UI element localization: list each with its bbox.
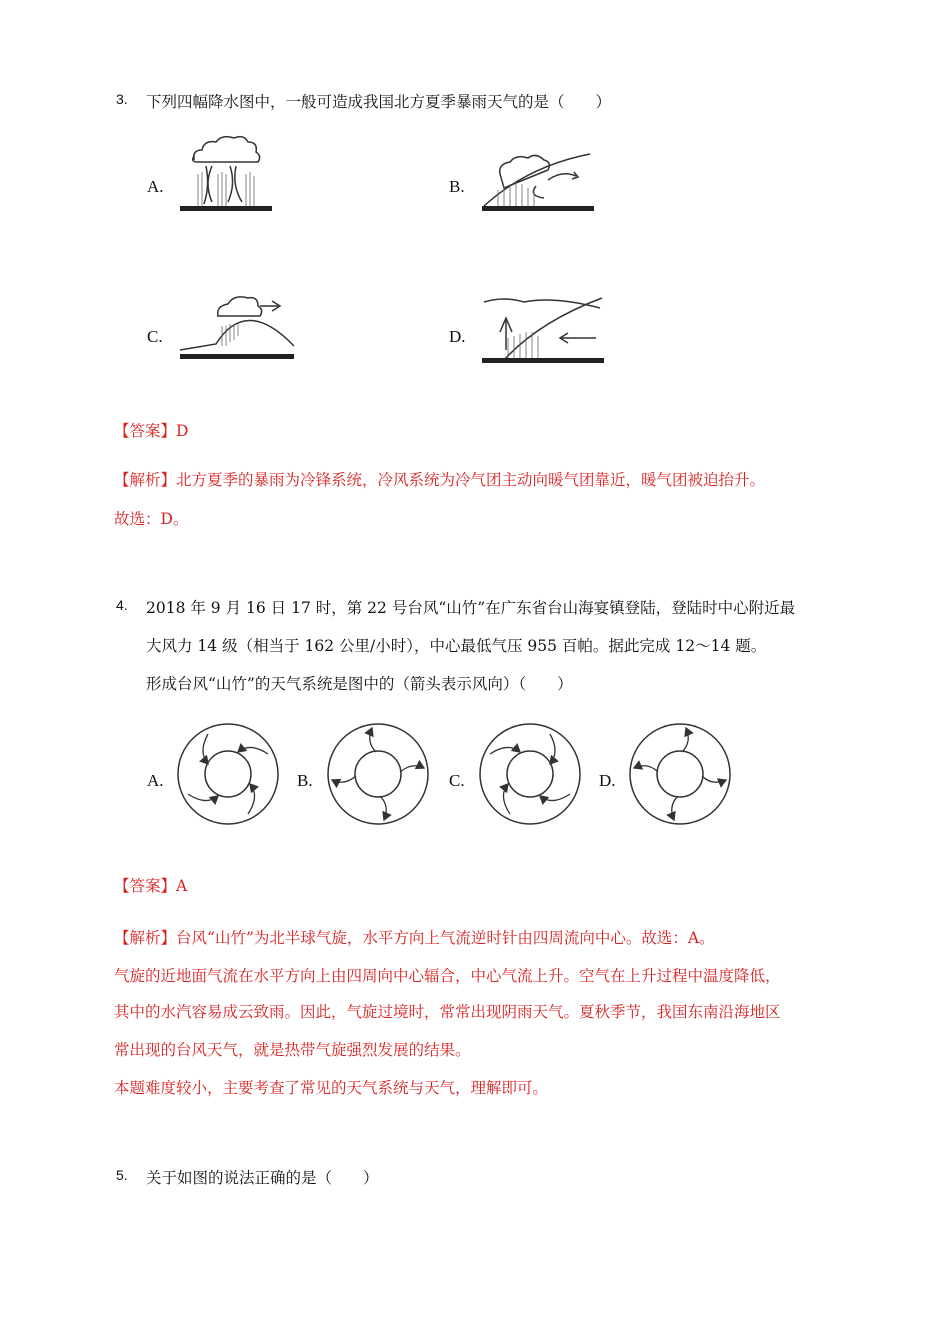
q4-analysis-line: 气旋的近地面气流在水平方向上由四周向中心辐合，中心气流上升。空气在上升过程中温度降低， — [114, 967, 781, 985]
q4-analysis-line: 台风“山竹”为北半球气旋，水平方向上气流逆时针由四周流向中心。故选：A。 — [176, 929, 715, 947]
q4-analysis-line: 常出现的台风天气，就是热带气旋强烈发展的结果。 — [114, 1041, 471, 1059]
q4-answer — [114, 874, 187, 896]
q4-answer-label: 【答案】 — [114, 877, 177, 895]
q4-analysis-line: 其中的水汽容易成云致雨。因此，气旋过境时，常常出现阴雨天气。夏秋季节，我国东南沿海地区 — [114, 1003, 781, 1021]
q5-number: 5. — [116, 1167, 128, 1183]
q4-analysis — [114, 926, 715, 948]
q3-analysis — [114, 468, 765, 490]
q4-option-a-label[interactable]: A. — [147, 771, 164, 790]
q3-analysis-line: 北方夏季的暴雨为冷锋系统，冷风系统为冷气团主动向暖气团靠近，暖气团被迫抬升。 — [176, 471, 766, 489]
q4-option-b-label[interactable]: B. — [297, 771, 313, 790]
q3-answer — [114, 419, 188, 441]
q4-figure-d-ring — [628, 722, 732, 826]
q4-stem-line: 大风力 14 级（相当于 162 公里/小时），中心最低气压 955 百帕。据此完成 12～14 题。 — [146, 637, 767, 655]
q4-stem-line: 2018 年 9 月 16 日 17 时，第 22 号台风“山竹”在广东省台山海宴镇登陆，登陆时中心附近最 — [146, 599, 796, 617]
q4-answer-value: A — [176, 877, 188, 895]
q4-option-c-label[interactable]: C. — [449, 771, 465, 790]
q4-figure-b-ring — [326, 722, 430, 826]
q3-answer-value: D — [176, 422, 189, 440]
q3-number: 3. — [116, 91, 128, 107]
q5-stem: 关于如图的说法正确的是（ ） — [146, 1169, 379, 1187]
q4-analysis-label: 【解析】 — [114, 929, 177, 947]
q3-option-a-label[interactable]: A. — [147, 177, 164, 196]
q3-option-d-label[interactable]: D. — [449, 327, 466, 346]
q3-answer-label: 【答案】 — [114, 422, 177, 440]
q3-figure-b-warm-front — [478, 146, 598, 216]
q4-option-d-label[interactable]: D. — [599, 771, 616, 790]
q3-figure-c-orographic-rain — [176, 286, 296, 368]
q3-option-c-label[interactable]: C. — [147, 327, 163, 346]
q3-analysis-line: 故选：D。 — [114, 510, 189, 528]
q4-figure-a-ring — [176, 722, 280, 826]
q3-stem: 下列四幅降水图中，一般可造成我国北方夏季暴雨天气的是（ ） — [146, 93, 612, 111]
q3-analysis-label: 【解析】 — [114, 471, 177, 489]
q3-figure-d-cold-front — [478, 292, 608, 368]
q4-analysis-line: 本题难度较小，主要考查了常见的天气系统与天气，理解即可。 — [114, 1079, 549, 1097]
q4-figure-c-ring — [478, 722, 582, 826]
q4-number: 4. — [116, 597, 128, 613]
q4-stem-line: 形成台风“山竹”的天气系统是图中的（箭头表示风向）（ ） — [146, 675, 573, 693]
q3-option-b-label[interactable]: B. — [449, 177, 465, 196]
q3-figure-a-convection-rain — [176, 134, 276, 214]
